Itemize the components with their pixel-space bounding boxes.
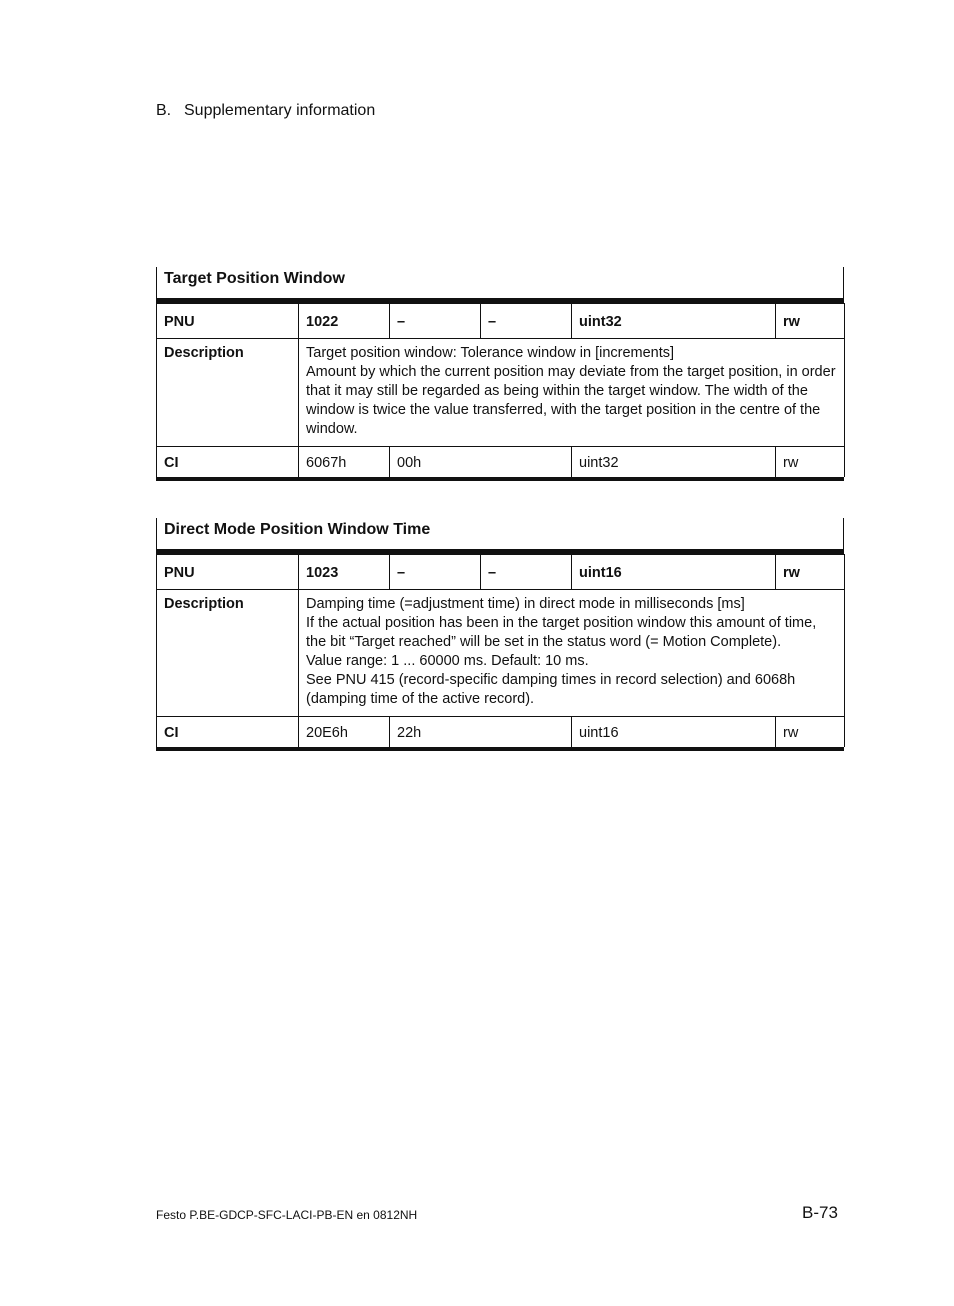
footer-doc-id: Festo P.BE-GDCP-SFC-LACI-PB-EN en 0812NH	[156, 1208, 418, 1222]
pnu-row	[157, 555, 845, 590]
section-title: Supplementary information	[184, 102, 376, 119]
description-row	[157, 339, 845, 447]
pnu-type: uint16	[572, 555, 776, 590]
pnu-sub1: –	[390, 304, 481, 339]
table-bottom-rule	[156, 477, 844, 481]
pnu-row	[157, 304, 845, 339]
description-label: Description	[157, 590, 299, 717]
pnu-sub1: –	[390, 555, 481, 590]
ci-access: rw	[776, 447, 845, 477]
pnu-sub2: –	[481, 555, 572, 590]
param-table-target-position-window	[156, 267, 844, 481]
ci-label: CI	[157, 717, 299, 747]
ci-label: CI	[157, 447, 299, 477]
ci-row	[157, 447, 845, 477]
param-title: Direct Mode Position Window Time	[156, 518, 844, 549]
pnu-sub2: –	[481, 304, 572, 339]
ci-subindex: 00h	[390, 447, 572, 477]
description-text	[299, 590, 845, 717]
pnu-label: PNU	[157, 304, 299, 339]
ci-type: uint32	[572, 447, 776, 477]
ci-index: 6067h	[299, 447, 390, 477]
pnu-value: 1023	[299, 555, 390, 590]
description-text	[299, 339, 845, 447]
ci-row	[157, 717, 845, 747]
description-line: Value range: 1 ... 60000 ms. Default: 10 ms.	[306, 653, 589, 669]
ci-index: 20E6h	[299, 717, 390, 747]
description-line: Damping time (=adjustment time) in direct mode in milliseconds [ms]	[306, 596, 745, 612]
param-table	[156, 554, 845, 747]
pnu-access: rw	[776, 304, 845, 339]
param-title: Target Position Window	[156, 267, 844, 298]
description-line: If the actual position has been in the target position window this amount of time, the bit “Target reached” will be set in the status word (= Motion Complete).	[306, 615, 817, 650]
description-label: Description	[157, 339, 299, 447]
page-number: B-73	[802, 1203, 838, 1222]
description-row	[157, 590, 845, 717]
description-line: Target position window: Tolerance window in [increments]	[306, 345, 675, 361]
ci-access: rw	[776, 717, 845, 747]
ci-subindex: 22h	[390, 717, 572, 747]
section-number: B.	[156, 102, 172, 119]
param-table-direct-mode-position-window-time	[156, 518, 844, 751]
pnu-label: PNU	[157, 555, 299, 590]
description-line: See PNU 415 (record-specific damping times in record selection) and 6068h (damping time of the active record).	[306, 672, 796, 707]
pnu-type: uint32	[572, 304, 776, 339]
ci-type: uint16	[572, 717, 776, 747]
description-line: Amount by which the current position may deviate from the target position, in order that it may still be regarded as being within the target window. The width of the window is twice the value transferred, with the target position in the centre of the window.	[306, 364, 836, 437]
section-header	[156, 102, 375, 120]
table-bottom-rule	[156, 747, 844, 751]
pnu-value: 1022	[299, 304, 390, 339]
param-table	[156, 303, 845, 477]
pnu-access: rw	[776, 555, 845, 590]
